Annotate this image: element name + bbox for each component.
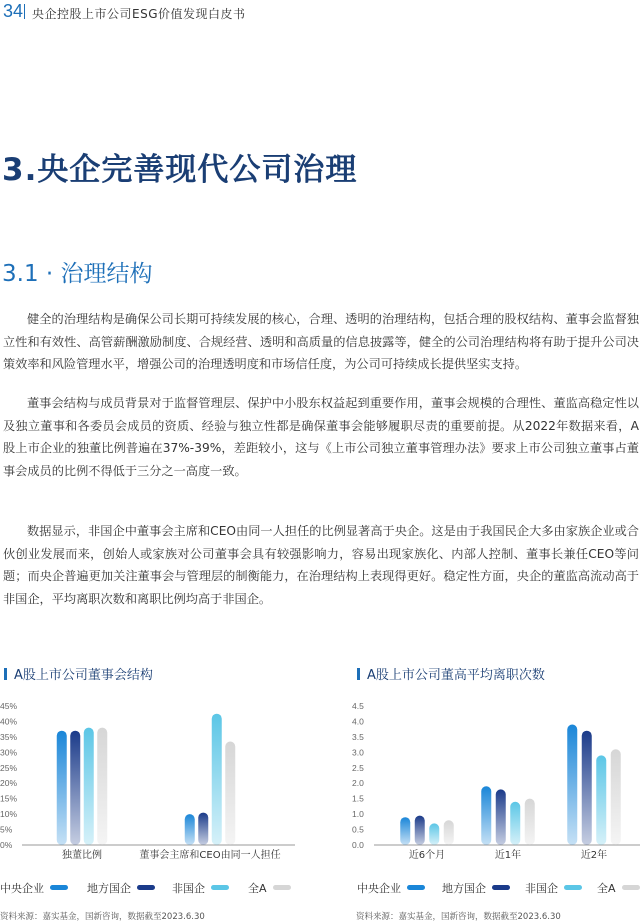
bar-全A [225,742,235,845]
body-paragraph: 数据显示，非国企中董事会主席和CEO由同一人担任的比例显著高于央企。这是由于我国民企大多由家族企业或合伙创业发展而来，创始人或家族对公司董事会具有较强影响力，容易出现家族化、内部人控制、董事长兼任CEO等问题；而央企普遍更加关注董事会与管理层的制衡能力，在治理结构上表现得更好。稳定性方面，央企的董监高流动高于非国企，平均离职次数和离职比例均高于非国企。 [3,524,639,606]
legend-item [172,880,229,896]
legend-label: 中央企业 [0,882,44,895]
legend-label: 非国企 [172,882,205,895]
bar-地方国企 [198,813,208,845]
legend-item [525,880,582,896]
y-tick-label: 20% [0,778,18,789]
bar-中央企业 [57,731,67,845]
legend-label: 地方国企 [442,882,486,895]
bar-中央企业 [185,814,195,845]
bar-中央企业 [400,817,410,845]
bar-中央企业 [567,725,577,845]
legend-swatch [273,885,291,890]
y-tick-label: 40% [0,716,18,727]
legend-label: 全A [597,882,616,895]
chapter-title: 3.央企完善现代公司治理 [2,152,358,188]
chart-title-board-structure [4,664,153,683]
y-tick-label: 35% [0,731,18,742]
bar-全A [611,749,621,845]
title-accent-bar [4,668,7,680]
y-tick-label: 0% [0,840,13,850]
bar-非国企 [84,728,94,845]
y-tick-label: 4.5 [352,701,364,711]
y-tick-label: 3.0 [352,747,364,758]
header-divider [24,4,25,19]
y-tick-label: 0.0 [352,840,364,850]
page-number: 34 [3,1,24,21]
title-accent-bar [357,668,360,680]
document-title: 央企控股上市公司ESG价值发现白皮书 [32,7,246,21]
legend-swatch [211,885,229,890]
bar-全A [525,799,535,845]
page-header [0,0,640,26]
legend-label: 非国企 [525,882,558,895]
legend-swatch [137,885,155,890]
y-tick-label: 2.0 [352,778,364,789]
section-title: 3.1 · 治理结构 [2,261,153,287]
y-tick-label: 30% [0,747,18,758]
y-tick-label: 5% [0,824,13,835]
x-category-label: 近1年 [494,850,522,861]
legend-item [357,880,425,896]
bar-全A [97,728,107,845]
legend-label: 全A [248,882,267,895]
y-tick-label: 4.0 [352,716,364,727]
legend-swatch [564,885,582,890]
y-tick-label: 2.5 [352,762,364,773]
bar-非国企 [429,823,439,845]
legend-swatch [622,885,640,890]
bar-全A [444,820,454,845]
y-tick-label: 25% [0,762,18,773]
legend-item [442,880,510,896]
body-paragraph: 健全的治理结构是确保公司长期可持续发展的核心，合理、透明的治理结构，包括合理的股权结构、董事会监督独立性和有效性、高管薪酬激励制度、合规经营、透明和高质量的信息披露等，健全的公司治理结构将有助于提升公司决策效率和风险管理水平，增强公司的治理透明度和市场信任度，为公司可持续成长提供坚实支持。 [3,312,639,371]
x-category-label: 近6个月 [408,850,446,861]
y-tick-label: 45% [0,701,18,711]
turnover-chart [350,690,640,875]
bar-地方国企 [415,816,425,845]
board-structure-chart [0,690,300,875]
bar-地方国企 [70,731,80,845]
bar-非国企 [596,755,606,845]
body-paragraph: 董事会结构与成员背景对于监督管理层、保护中小股东权益起到重要作用，董事会规模的合理性、董监高稳定性以及独立董事和各委员会成员的资质、经验与独立性都是确保董事会能够履职尽责的重要前提。从2022年数据来看，A股上市企业的独董比例普遍在37%-39%，差距较小，这与《上市公司独立董事管理办法》要求上市公司独立董事占董事会成员的比例不得低于三分之一高度一致。 [3,396,639,478]
x-category-label: 董事会主席和CEO由同一人担任 [139,850,281,861]
bar-地方国企 [582,731,592,845]
legend-label: 中央企业 [357,882,401,895]
y-tick-label: 1.0 [352,809,364,820]
y-tick-label: 10% [0,809,18,820]
legend-item [248,880,291,896]
bar-中央企业 [481,786,491,845]
bar-地方国企 [496,789,506,845]
chart-title-text: A股上市公司董高平均离职次数 [367,668,545,683]
legend-swatch [407,885,425,890]
y-tick-label: 1.5 [352,793,364,804]
chart-source: 资料来源：嘉实基金，国新咨询，数据截至2023.6.30 [0,912,205,922]
legend-swatch [492,885,510,890]
chart-title-text: A股上市公司董事会结构 [14,668,153,683]
y-tick-label: 15% [0,793,18,804]
legend-label: 地方国企 [87,882,131,895]
legend-item [0,880,68,896]
x-category-label: 独董比例 [62,850,102,861]
bar-非国企 [510,802,520,845]
y-tick-label: 3.5 [352,731,364,742]
x-category-label: 近2年 [580,850,608,861]
legend-swatch [50,885,68,890]
legend-item [87,880,155,896]
bar-非国企 [212,714,222,845]
chart-source: 资料来源：嘉实基金，国新咨询，数据截至2023.6.30 [356,912,561,922]
legend-item [597,880,640,896]
y-tick-label: 0.5 [352,824,364,835]
chart-title-turnover [357,664,545,683]
